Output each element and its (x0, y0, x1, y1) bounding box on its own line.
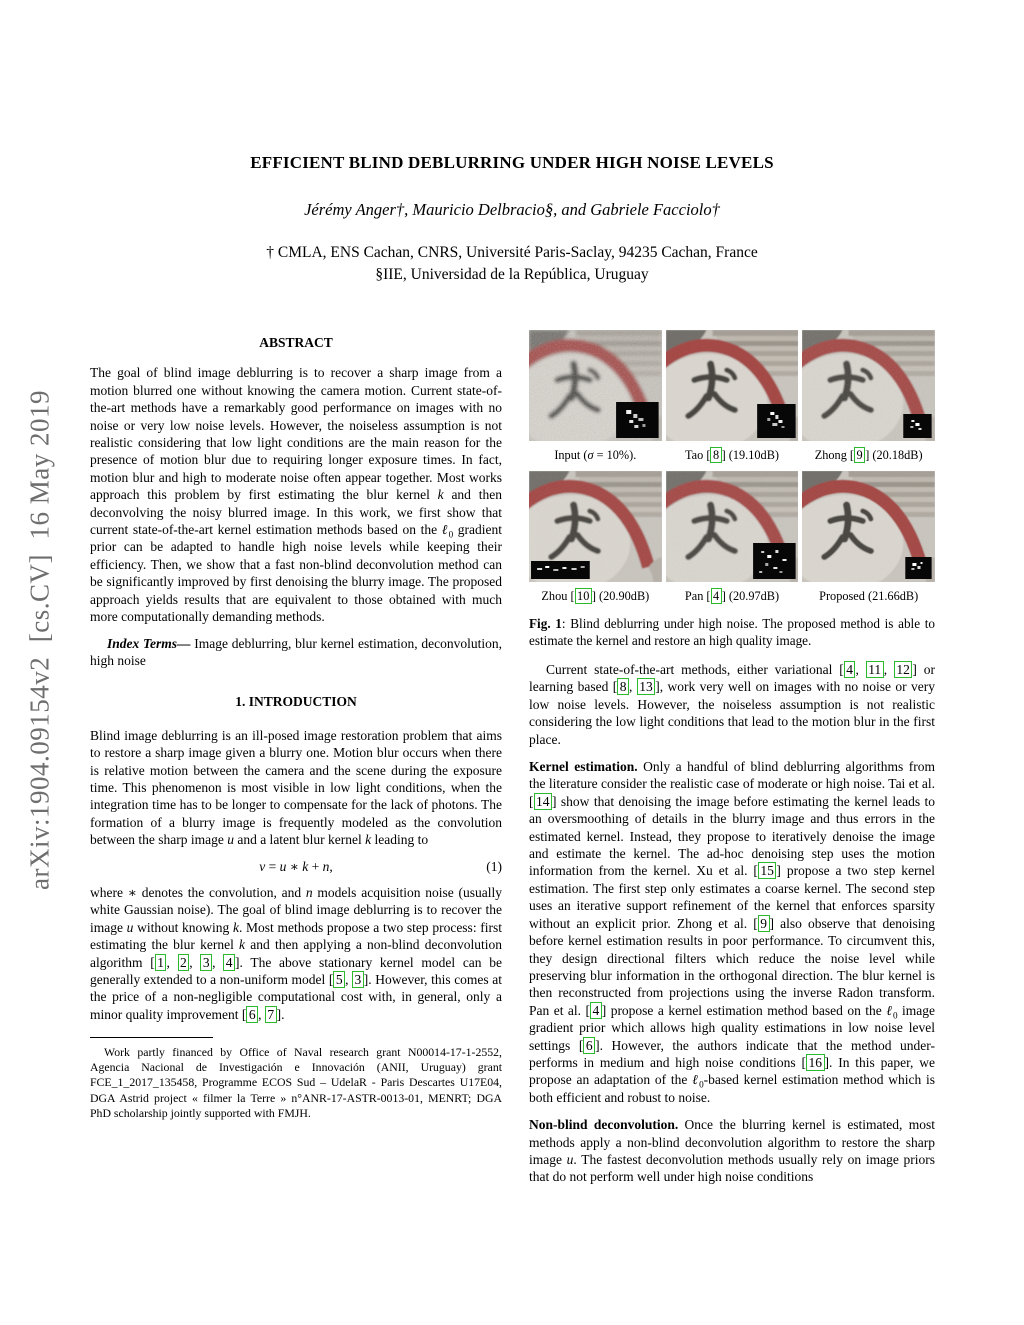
equation-1 (90, 858, 502, 875)
citation-ref[interactable]: 4 (844, 661, 856, 678)
kernel-inset (616, 402, 659, 438)
citation-ref[interactable]: 15 (758, 862, 777, 879)
figure1-grid (529, 330, 935, 612)
intro-paragraph-2: where ∗ denotes the convolution, and n models acquisition noise (usually white Gaussian noise). The goal of blind image deblurring is to recover the image u without knowing k. Most methods propose a two step process: first estimating the blur kernel k and then applying a non-blind deconvolution algorithm [ 1 , 2 , 3 , 4 ]. The above stationary kernel model can be generally extended to a non-uniform model [ 5 , 3 ]. However, this comes at the price of a non-negligible computational cost with, in general, only a minor quality improvement [ 6 , 7 ]. (90, 884, 503, 1022)
kernel-inset (531, 561, 590, 579)
citation-ref[interactable]: 12 (894, 661, 913, 678)
citation-ref[interactable]: 6 (583, 1037, 595, 1054)
citation-ref[interactable]: 3 (352, 971, 364, 988)
introduction-heading: 1. INTRODUCTION (235, 694, 357, 710)
equation-number: (1) (486, 858, 502, 874)
figure1-caption: Fig. 1: Blind deblurring under high noise. The proposed method is able to estimate the kernel and restore an high quality image. (529, 616, 935, 648)
kernel-inset (906, 557, 932, 579)
figure1-panel-label-input: Input (σ = 10%). (554, 448, 637, 462)
citation-ref[interactable]: 10 (575, 588, 592, 604)
citation-ref[interactable]: 11 (866, 661, 884, 678)
input-image (529, 330, 662, 441)
zhong-result-image (802, 330, 935, 441)
footnote (90, 1037, 502, 1120)
citation-ref[interactable]: 16 (806, 1054, 825, 1071)
figure1-panel-label-zhou: Zhou [ 10 ] (20.90dB) (541, 589, 650, 603)
figure1-panel-zhou (529, 471, 662, 612)
kernel-inset (904, 414, 932, 438)
authors-line: Jérémy Anger†, Mauricio Delbracio§, and Gabriele Facciolo† (304, 200, 720, 219)
zhou-result-image (529, 471, 662, 582)
citation-ref[interactable]: 2 (178, 954, 190, 971)
proposed-result-image (802, 471, 935, 582)
citation-ref[interactable]: 6 (246, 1006, 258, 1023)
citation-ref[interactable]: 13 (637, 678, 656, 695)
equation-body: v = u ∗ k + n, (259, 858, 333, 874)
paper-title: EFFICIENT BLIND DEBLURRING UNDER HIGH NOISE LEVELS (250, 153, 774, 172)
citation-ref[interactable]: 4 (590, 1002, 602, 1019)
pan-result-image (666, 471, 799, 582)
index-terms: Index Terms— Image deblurring, blur kernel estimation, deconvolution, high noise (90, 635, 502, 668)
figure1-panel-pan (666, 471, 799, 612)
tao-result-image (666, 330, 799, 441)
figure1-panel-proposed (802, 471, 935, 612)
citation-ref[interactable]: 14 (534, 793, 553, 810)
figure1-panel-label-pan: Pan [ 4 ] (20.97dB) (684, 589, 780, 603)
figure1-panel-tao (666, 330, 799, 471)
citation-ref[interactable]: 1 (155, 954, 167, 971)
citation-ref[interactable]: 4 (711, 588, 722, 604)
abstract-text: The goal of blind image deblurring is to recover a sharp image from a motion blurred one without knowing the camera motion. Current state-of-the-art methods have a remarkably good performance on images with no noise or very low noise levels. However, the noiseless assumption is not realistic considering that low light conditions are the main reason for the presence of motion blur due to requiring longer exposure times. In fact, motion blur and high to moderate noise often appear together. Most works approach this problem by first estimating the blur kernel k and then deconvolving the noisy blurred image. In this work, we first show that current state-of-the-art kernel estimation methods based on the ℓ$_0$ gradient prior can be adapted to handle high noise levels while keeping their efficiency. Then, we show that a fast non-blind deconvolution method can be significantly improved by first denoising the blurry image. The proposed approach yields results that are equivalent to those obtained with much more computationally demanding methods. (90, 365, 502, 625)
footnote-text: Work partly financed by Office of Naval research grant N00014-17-1-2552, Agencia Nacional de Investigación e Innovación (ANII, Uruguay) grant FCE_1_2017_135458, Programme ECOS Sud – UdelaR - Paris Descartes U17E04, DGA Astrid project « filmer la Terre » n°ANR-17-ASTR-0013-01, MENRT; DGA PhD scholarship jointly supported with FMJH. (90, 1045, 502, 1120)
kernel-inset (757, 404, 795, 438)
paragraph-kernel-estimation: Kernel estimation. Only a handful of blind deblurring algorithms from the literature consider the realistic case of moderate or high noise. Tai et al. [ 14 ] show that denoising the image before estimating the kernel leads to an oversmoothing of details in the blurry image and thus errors in the estimated kernel. Instead, they propose to iteratively denoise the image and estimate the kernel. The ad-hoc denoising step uses the motion information from the kernel. Xu et al. [ 15 ] propose a two step kernel estimation. The first step only estimates a coarse kernel. The second step uses an iterative support refinement of the kernel that enforces sparsity without an explicit prior. Zhong et al. [ 9 ] also observe that denoising before kernel estimation results in poor performance. To circumvent this, they design directional filters which reduce the noise level while preserving blur information in the orthogonal direction. The blur kernel is then reconstructed from projections using the inverse Radon transform. Pan et al. [ 4 ] propose a kernel estimation method based on the ℓ$_0$ image gradient prior which allows high quality estimations in low noise level settings [ 6 ]. However, the authors indicate that the method under-performs in medium and high noise conditions [ 16 ]. In this paper, we propose an adaptation of the ℓ$_0$-based kernel estimation method which is both efficient and robust to noise. (529, 759, 936, 1105)
citation-ref[interactable]: 5 (333, 971, 345, 988)
arxiv-watermark: arXiv:1904.09154v2 [cs.CV] 16 May 2019 (24, 390, 55, 890)
figure1-panel-label-proposed: Proposed (21.66dB) (819, 589, 919, 603)
paragraph-non-blind-deconvolution: Non-blind deconvolution. Once the blurring kernel is estimated, most methods apply a non-blind deconvolution algorithm to restore the sharp image u. The fastest deconvolution methods usually rely on image priors that do not perform well under high noise conditions (529, 1117, 935, 1185)
citation-ref[interactable]: 8 (617, 678, 629, 695)
figure1-panel-label-zhong: Zhong [ 9 ] (20.18dB) (814, 448, 923, 462)
citation-ref[interactable]: 9 (758, 915, 770, 932)
affiliation-line-2: §IIE, Universidad de la República, Uruguay (375, 266, 649, 283)
figure1-panel-input (529, 330, 662, 471)
right-column (529, 330, 935, 1186)
citation-ref[interactable]: 4 (223, 954, 235, 971)
paper-header (0, 153, 1024, 284)
footnote-rule (90, 1037, 213, 1038)
left-column (90, 334, 502, 1121)
kernel-inset (753, 543, 796, 579)
affiliation-line-1: † CMLA, ENS Cachan, CNRS, Université Paris-Saclay, 94235 Cachan, France (266, 244, 758, 261)
figure1-panel-label-tao: Tao [ 8 ] (19.10dB) (684, 448, 779, 462)
citation-ref[interactable]: 9 (854, 447, 865, 463)
citation-ref[interactable]: 3 (200, 954, 212, 971)
abstract-heading: ABSTRACT (259, 335, 333, 350)
citation-ref[interactable]: 8 (710, 447, 721, 463)
citation-ref[interactable]: 7 (265, 1006, 277, 1023)
intro-paragraph-1: Blind image deblurring is an ill-posed image restoration problem that aims to restore a sharp image given a blurry one. Motion blur occurs when there is relative motion between the camera and the scene during the exposure time. This phenomenon is most visible in low light conditions, when the integration time has to be longer to compensate for the lack of photons. The formation of a blurry image is frequently modeled as the convolution between the sharp image u and a latent blur kernel k leading to (90, 727, 502, 848)
paragraph-sota: Current state-of-the-art methods, either variational [ 4 , 11 , 12 ] or learning based [ 8 , 13 ], work very well on images with no noise or very low noise levels. However, the noiseless assumption is not realistic considering the low light conditions that lead to the motion blur in the first place. (529, 662, 935, 747)
figure1-panel-zhong (802, 330, 935, 471)
